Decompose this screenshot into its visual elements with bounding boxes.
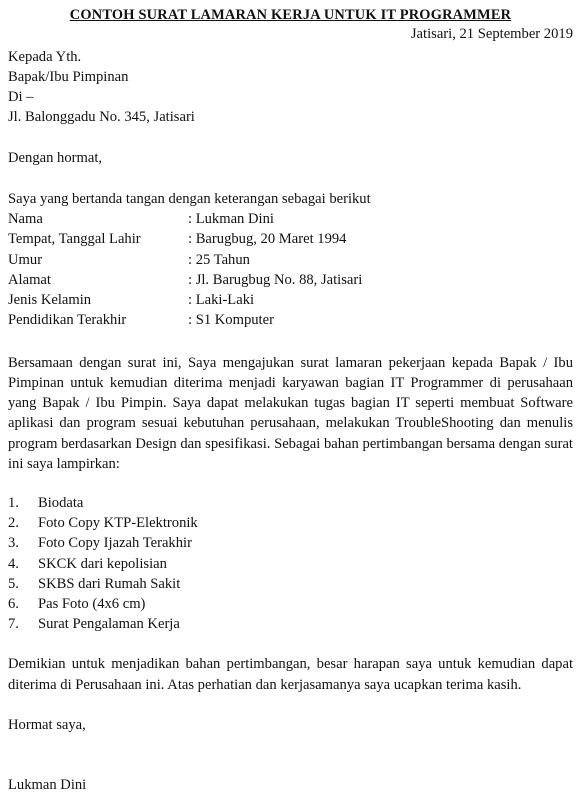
recipient-line: Kepada Yth. [8,49,82,65]
recipient-line: Di – [8,89,34,105]
list-text: Biodata [38,495,84,511]
identity-label: Tempat, Tanggal Lahir [8,231,141,248]
list-item [8,513,573,533]
list-number: 3. [8,535,19,552]
list-item [8,574,573,594]
list-number: 1. [8,495,19,511]
identity-label: Pendidikan Terakhir [8,312,127,329]
body-paragraph: Bersamaan dengan surat ini, Saya mengajukan surat lamaran pekerjaan kepada Bapak / Ibu Pimpinan untuk kemudian diterima menjadi karyawan bagian IT Programmer di perusahaan yang Bapak / Ibu Pimpin. Saya dapat melakukan tugas bagian IT seperti membuat Software aplikasi dan program sesuai kebutuhan perusahaan, melakukan TroubleShooting dan menulis program berdasarkan Design dan spesifikasi. Sebagai bahan pertimbangan bersama dengan surat ini saya lampirkan: [8,354,573,472]
list-text: Foto Copy Ijazah Terakhir [38,535,192,552]
greeting: Dengan hormat, [8,150,103,166]
identity-value: : Jl. Barugbug No. 88, Jatisari [188,271,363,288]
list-number: 7. [8,616,19,633]
list-item [8,533,573,553]
list-item [8,493,573,513]
list-number: 2. [8,515,19,532]
identity-row [8,209,573,229]
list-item [8,554,573,574]
identity-row [8,310,573,330]
recipient-line: Bapak/Ibu Pimpinan [8,69,129,85]
letter-date: Jatisari, 21 September 2019 [410,26,573,42]
identity-label: Jenis Kelamin [8,292,92,309]
signer-name: Lukman Dini [8,776,87,793]
identity-value: : Lukman Dini [188,211,274,227]
identity-value: : Barugbug, 20 Maret 1994 [188,231,347,248]
list-number: 4. [8,555,19,572]
regards-text: Hormat saya, [8,716,86,733]
identity-label: Nama [8,211,43,227]
recipient-block [8,47,573,127]
identity-label: Umur [8,251,43,268]
list-text: Pas Foto (4x6 cm) [38,596,146,613]
attachment-list [8,493,573,634]
list-item [8,594,573,614]
letter-page [8,0,573,795]
list-text: Surat Pengalaman Kerja [38,616,180,633]
identity-table [8,209,573,331]
list-number: 6. [8,596,19,613]
identity-row [8,290,573,310]
identity-label: Alamat [8,271,51,288]
list-item [8,614,573,634]
list-text: SKBS dari Rumah Sakit [38,575,181,592]
identity-value: : 25 Tahun [188,251,250,268]
identity-row [8,250,573,270]
letter-title: CONTOH SURAT LAMARAN KERJA UNTUK IT PROGRAMMER [69,7,512,23]
identity-value: : Laki-Laki [188,292,255,309]
list-number: 5. [8,575,19,592]
closing-paragraph: Demikian untuk menjadikan bahan pertimbangan, besar harapan saya untuk kemudian dapat diterima di Perusahaan ini. Atas perhatian dan kerjasamanya saya ucapkan terima kasih. [8,656,573,693]
identity-row [8,229,573,249]
identity-value: : S1 Komputer [188,312,274,329]
identity-row [8,270,573,290]
list-text: Foto Copy KTP-Elektronik [38,515,198,532]
intro-text: Saya yang bertanda tangan dengan keterangan sebagai berikut [8,191,371,207]
list-text: SKCK dari kepolisian [38,555,167,572]
recipient-line: Jl. Balonggadu No. 345, Jatisari [8,109,195,125]
